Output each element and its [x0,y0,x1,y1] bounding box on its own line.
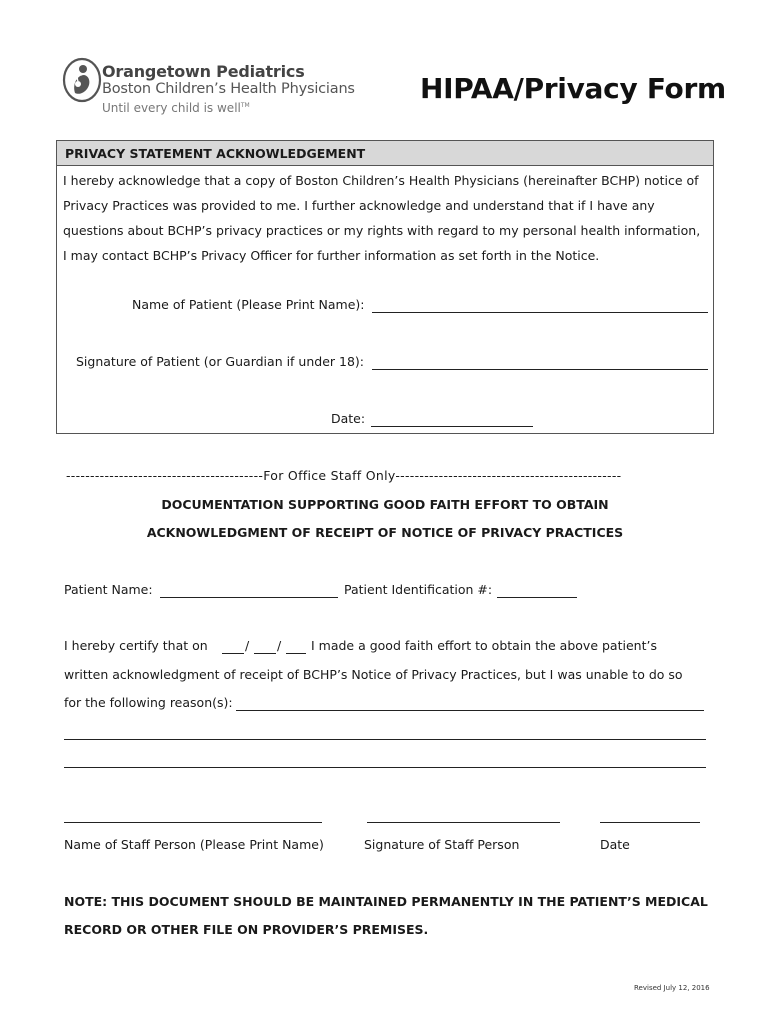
office-staff-divider: -----------------------------------------For Office Staff Only----------------------------------------------- [66,468,622,483]
staff-date-field[interactable] [600,822,700,823]
staff-name-field[interactable] [64,822,322,823]
staff-date-label: Date [600,837,630,852]
patient-id-field[interactable] [497,597,577,598]
acknowledgement-line: I may contact BCHP’s Privacy Officer for further information as set forth in the Notice. [63,248,600,263]
org-name: Orangetown Pediatrics [102,62,305,81]
certify-month-field[interactable] [222,653,244,654]
reason-field-line-2[interactable] [64,739,706,740]
documentation-heading: DOCUMENTATION SUPPORTING GOOD FAITH EFFORT TO OBTAIN [161,497,609,512]
staff-name-label: Name of Staff Person (Please Print Name) [64,837,324,852]
org-logo-icon [62,57,102,103]
patient-signature-label: Signature of Patient (or Guardian if under 18): [76,354,365,369]
certify-line-2: written acknowledgment of receipt of BCHP’s Notice of Privacy Practices, but I was unable to do so [64,667,683,682]
patient-name-field[interactable] [372,312,708,313]
patient-date-field[interactable] [371,426,533,427]
reason-field-line-3[interactable] [64,767,706,768]
section-heading: PRIVACY STATEMENT ACKNOWLEDGEMENT [65,146,366,161]
acknowledgement-line: Privacy Practices was provided to me. I further acknowledge and understand that if I have any [63,198,655,213]
staff-signature-field[interactable] [367,822,560,823]
date-separator: / [277,638,282,653]
certify-day-field[interactable] [254,653,276,654]
office-patient-name-label: Patient Name: [64,582,153,597]
revision-date: Revised July 12, 2016 [634,984,710,992]
privacy-acknowledgement-section [56,140,714,434]
acknowledgement-line: I hereby acknowledge that a copy of Boston Children’s Health Physicians (hereinafter BCHP) notice of [63,173,699,188]
patient-name-label: Name of Patient (Please Print Name): [132,297,365,312]
trademark-mark: TM [240,102,250,109]
acknowledgement-line: questions about BCHP’s privacy practices or my rights with regard to my personal health information, [63,223,701,238]
certify-year-field[interactable] [286,653,306,654]
patient-signature-field[interactable] [372,369,708,370]
retention-note-line-1: NOTE: THIS DOCUMENT SHOULD BE MAINTAINED PERMANENTLY IN THE PATIENT’S MEDICAL [64,894,708,909]
org-tagline [102,101,250,115]
retention-note-line-2: RECORD OR OTHER FILE ON PROVIDER’S PREMISES. [64,922,429,937]
patient-id-label: Patient Identification #: [344,582,493,597]
reason-field-line-1[interactable] [236,710,704,711]
page-title: HIPAA/Privacy Form [420,72,726,105]
acknowledgement-text [63,168,713,268]
acknowledgment-heading: ACKNOWLEDGMENT OF RECEIPT OF NOTICE OF PRIVACY PRACTICES [146,525,624,540]
office-patient-name-field[interactable] [160,597,338,598]
tagline-text: Until every child is well [102,101,241,115]
certify-suffix: I made a good faith effort to obtain the above patient’s [311,638,657,653]
certify-line-3: for the following reason(s): [64,695,233,710]
staff-signature-label: Signature of Staff Person [364,837,520,852]
certify-prefix: I hereby certify that on [64,638,208,653]
date-separator: / [245,638,250,653]
section-header [57,141,713,166]
patient-date-label: Date: [331,411,366,426]
org-subtitle: Boston Children’s Health Physicians [102,81,355,97]
